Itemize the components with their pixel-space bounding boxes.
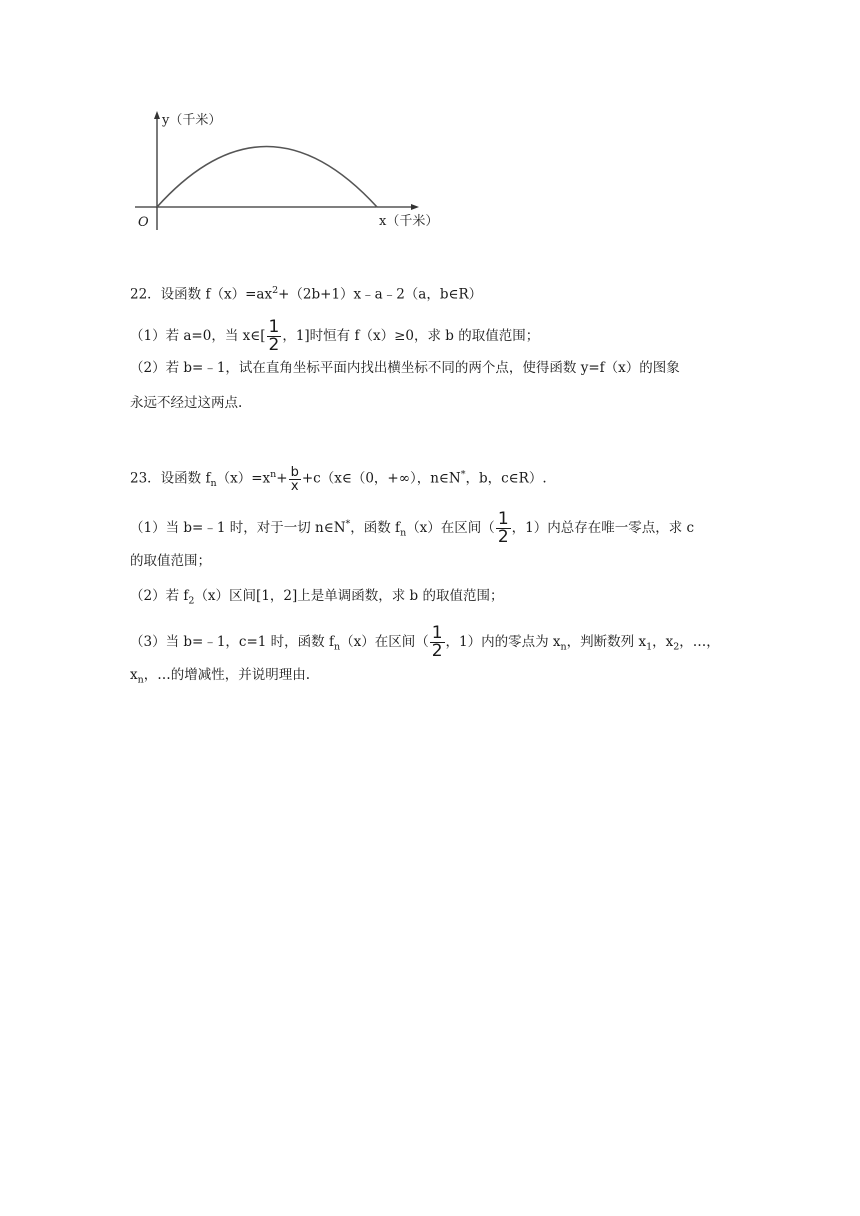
origin-label: O [138,215,149,230]
q23-part1-line2: 的取值范围； [130,553,211,569]
q23-part1-line1: （1）当 b=﹣1 时，对于一切 n∈N*，函数 $f_n(x)$在区间（ $\frac{1}{2}$ ，1）内总存在唯一零点，求 c [130,509,695,547]
q22-part2-line2: 永远不经过这两点. [130,395,243,411]
q22-header: 22．设函数 $f(x)=ax^2+(2b+1)x﹣a﹣2(a$，b∈R） [130,285,483,303]
x-axis-arrow [411,204,419,210]
q23-part2: （2）若 $f_2(x)$区间[1，2]上是单调函数，求 b 的取值范围； [130,588,504,607]
q22-part2-line1: （2）若 b=﹣1，试在直角坐标平面内找出横坐标不同的两个点，使得函数 y=f（x）的图象 [130,360,680,376]
fraction-half: $\frac{1}{2}$ [497,509,509,547]
fraction-half: $\frac{1}{2}$ [268,317,280,355]
arch-curve [157,147,377,208]
fraction-half: $\frac{1}{2}$ [431,623,443,661]
q23-header: 23．设函数 $f_n(x)=x^n+$ $\frac{b}{x}$ +c（x∈（0，+∞），n∈N*，b，c∈R）. [130,464,547,494]
y-axis-arrow [154,111,160,119]
q22-part1: （1）若 a=0，当 x∈[ $\frac{1}{2}$ ，1]时恒有 f（x）≥0，求 b 的取值范围； [130,317,540,355]
y-axis-label: y（千米） [162,113,222,128]
x-axis-label: x（千米） [379,214,439,229]
fraction-b-over-x: $\frac{b}{x}$ [290,464,299,494]
arch-curve-figure [130,108,450,233]
q23-part3-line1: （3）当 b=﹣1，c=1 时，函数 $f_n(x)$在区间（ $\frac{1}{2}$ ，1）内的零点为 $x_n$，判断数列 $x_1$，$x_2$，…， [130,623,720,661]
q23-part3-line2: $x_n$，…的增减性，并说明理由. [130,667,311,686]
